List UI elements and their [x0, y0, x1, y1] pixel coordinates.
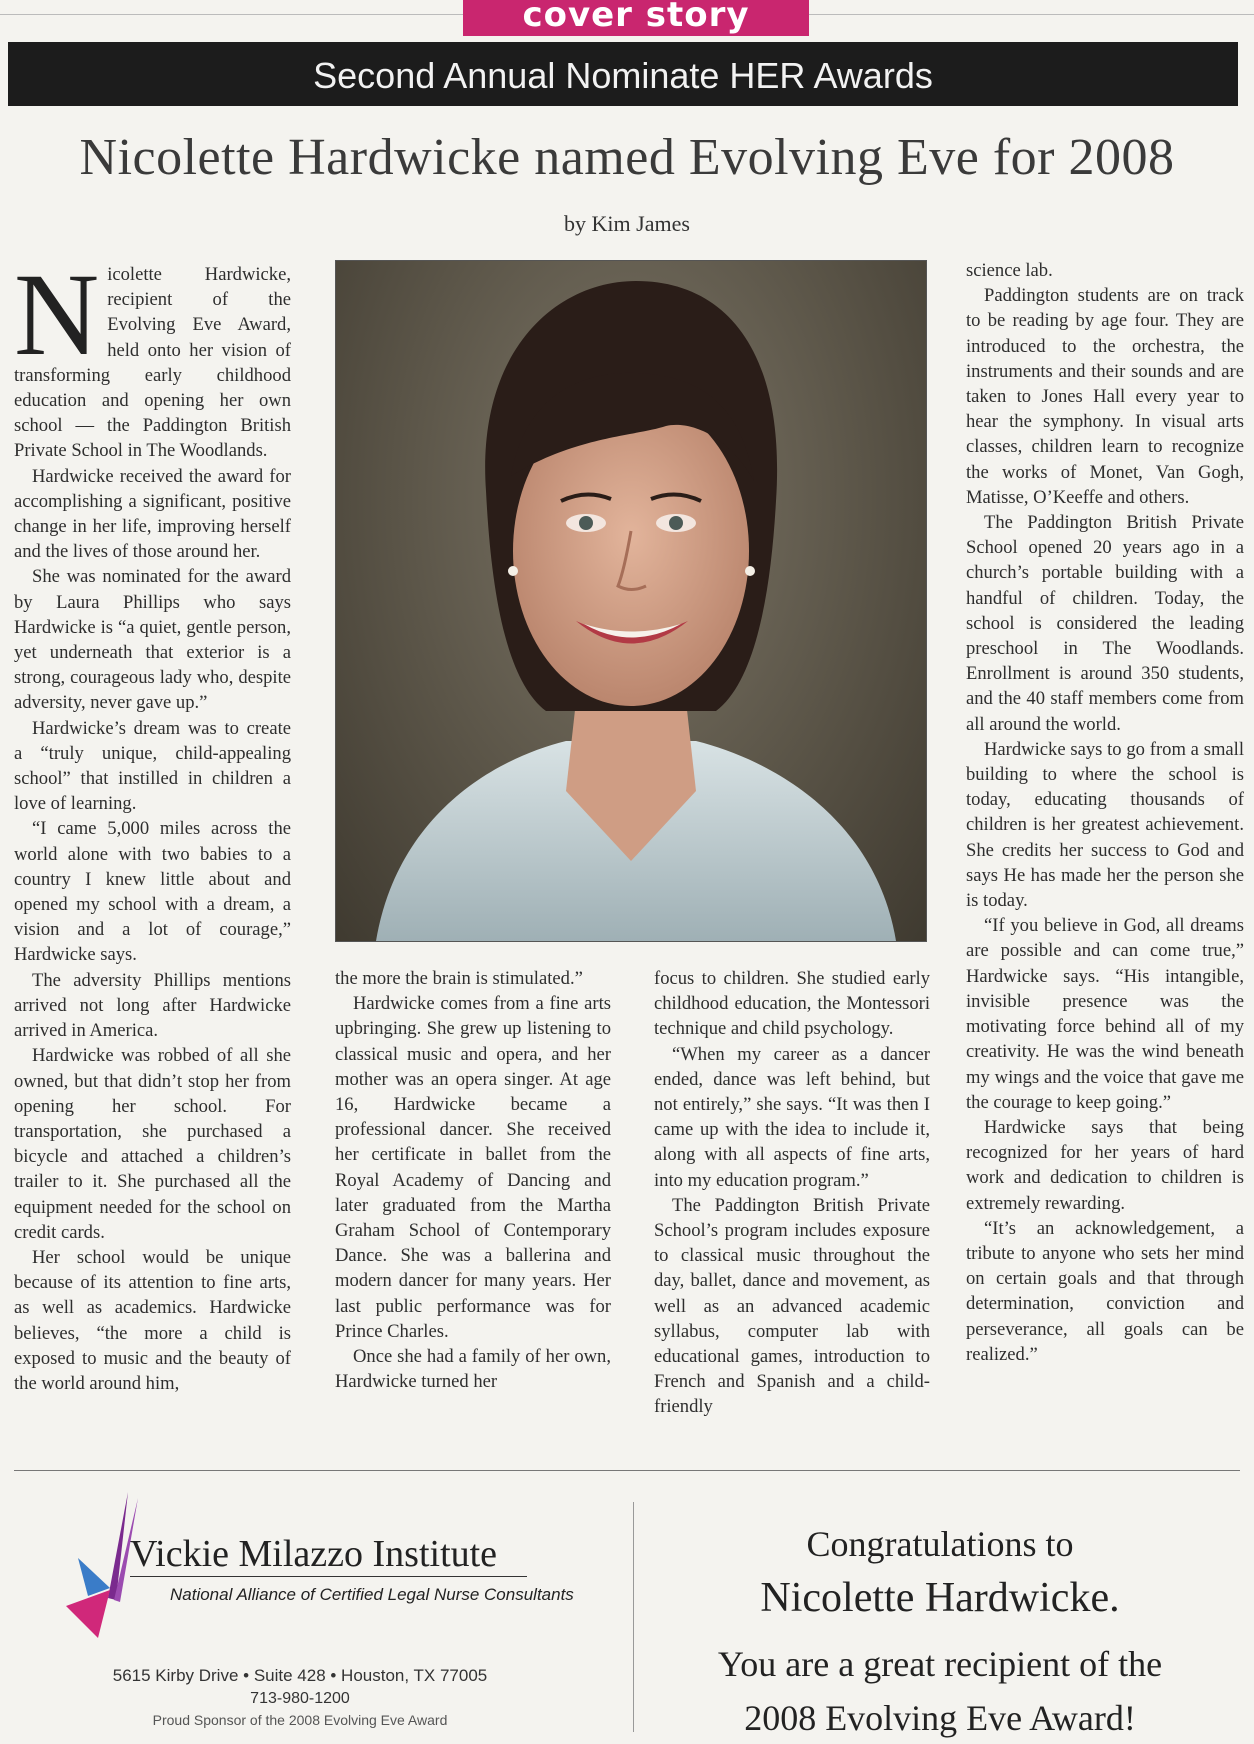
article-lead-paragraph — [14, 262, 291, 464]
institute-address: 5615 Kirby Drive • Suite 428 • Houston, TX 77005 — [112, 1666, 488, 1685]
paragraph: the more the brain is stimulated.” — [335, 968, 583, 989]
congrats-line-3: You are a great recipient of the — [717, 1644, 1163, 1684]
paragraph: The Paddington British Private School opened 20 years ago in a church’s portable building with a handful of children. Today, the school is considered the leading preschool in The Woodlands. Enrollment is around 350 students, and the 40 staff members come from all around the world. — [966, 512, 1244, 735]
article-column-2 — [335, 966, 611, 1476]
paragraph: Hardwicke says to go from a small building to where the school is today, educating thousands of children is her greatest achievement. She credits her success to God and says He has made her the person she is today. — [966, 738, 1244, 912]
congratulations-ad — [650, 1520, 1230, 1744]
paragraph: science lab. — [966, 260, 1053, 281]
awards-banner: Second Annual Nominate HER Awards — [8, 42, 1238, 106]
paragraph: Hardwicke says that being recognized for her years of hard work and dedication to children is extremely rewarding. — [966, 1116, 1244, 1214]
article-column-3 — [654, 966, 930, 1476]
ad-section-rule — [14, 1470, 1240, 1471]
paragraph: Her school would be unique because of its attention to fine arts, as well as academics. Hardwicke believes, “the more a child is exposed to music and the beauty of the world around him, — [14, 1246, 291, 1394]
paragraph: Hardwicke’s dream was to create a “truly unique, child-appealing school” that instilled in children a love of learning. — [14, 717, 291, 815]
portrait-illustration — [336, 261, 926, 941]
vickie-milazzo-ad — [20, 1488, 620, 1738]
institute-phone: 713-980-1200 — [250, 1690, 350, 1707]
paragraph: Once she had a family of her own, Hardwicke turned her — [335, 1346, 611, 1393]
congrats-line-4: 2008 Evolving Eve Award! — [744, 1698, 1136, 1738]
paragraph: “I came 5,000 miles across the world alone with two babies to a country I knew little about and opened my school with a dream, a vision and a lot of courage,” Hardwicke says. — [14, 818, 291, 966]
paragraph: focus to children. She studied early childhood education, the Montessori technique and child psychology. — [654, 968, 930, 1040]
ad-divider — [633, 1502, 634, 1732]
paragraph: “If you believe in God, all dreams are possible and can come true,” Hardwicke says. “His intangible, invisible presence was the motivating force behind all of my creativity. He was the wind beneath my wings and the voice that gave me the courage to keep going.” — [966, 915, 1244, 1113]
institute-sponsor-line: Proud Sponsor of the 2008 Evolving Eve Award — [152, 1712, 448, 1728]
article-headline: Nicolette Hardwicke named Evolving Eve for 2008 — [79, 129, 1175, 186]
lead-text: icolette Hardwicke, recipient of the Evolving Eve Award, held onto her vision of transforming early childhood education and opening her own school — the Paddington British Private School in The Woodlands. — [14, 264, 291, 462]
institute-logo-name: Vickie Milazzo Institute — [130, 1532, 527, 1577]
congrats-line-1: Congratulations to — [806, 1524, 1074, 1564]
paragraph: The Paddington British Private School’s program includes exposure to classical music throughout the day, ballet, dance and movement, as well as an advanced academic syllabus, computer lab with educational games, introduction to French and Spanish and a child-friendly — [654, 1194, 930, 1418]
institute-logo-tagline: National Alliance of Certified Legal Nurse Consultants — [170, 1585, 574, 1604]
paragraph: Hardwicke received the award for accomplishing a significant, positive change in her life, improving herself and the lives of those around her. — [14, 465, 291, 563]
paragraph: Hardwicke was robbed of all she owned, but that didn’t stop her from opening her school. For transportation, she purchased a bicycle and attached a children’s trailer to it. She purchased all the equipment needed for the school on credit cards. — [14, 1045, 291, 1243]
paragraph: “It’s an acknowledgement, a tribute to anyone who sets her mind on certain goals and that through determination, conviction and perseverance, all goals can be realized.” — [966, 1217, 1244, 1365]
congrats-line-2: Nicolette Hardwicke. — [760, 1575, 1120, 1621]
paragraph: The adversity Phillips mentions arrived not long after Hardwicke arrived in America. — [14, 969, 291, 1042]
section-tab: cover story — [463, 0, 809, 36]
paragraph: Hardwicke comes from a fine arts upbringing. She grew up listening to classical music and opera, and her mother was an opera singer. At age 16, Hardwicke became a professional dancer. She received her certificate in ballet from the Royal Academy of Dancing and later graduated from the Martha Graham School of Contemporary Dance. She was a ballerina and modern dancer for many years. Her last public performance was for Prince Charles. — [335, 993, 611, 1342]
paragraph: She was nominated for the award by Laura Phillips who says Hardwicke is “a quiet, gentle person, yet underneath that exterior is a strong, courageous lady who, despite adversity, never gave up.” — [14, 566, 291, 714]
portrait-photo — [335, 260, 927, 942]
paragraph: Paddington students are on track to be reading by age four. They are introduced to the orchestra, the instruments and their sounds and are taken to Jones Hall every year to hear the symphony. In visual arts classes, children learn to recognize the works of Monet, Van Gogh, Matisse, O’Keeffe and others. — [966, 285, 1244, 508]
article-column-4 — [966, 258, 1244, 1458]
article-column-1 — [14, 262, 291, 1477]
paragraph: “When my career as a dancer ended, dance was left behind, but not entirely,” she says. “It was then I came up with the idea to include it, along with all aspects of fine arts, into my education program.” — [654, 1043, 930, 1191]
article-byline: by Kim James — [564, 211, 690, 236]
drop-cap: N — [14, 262, 100, 380]
